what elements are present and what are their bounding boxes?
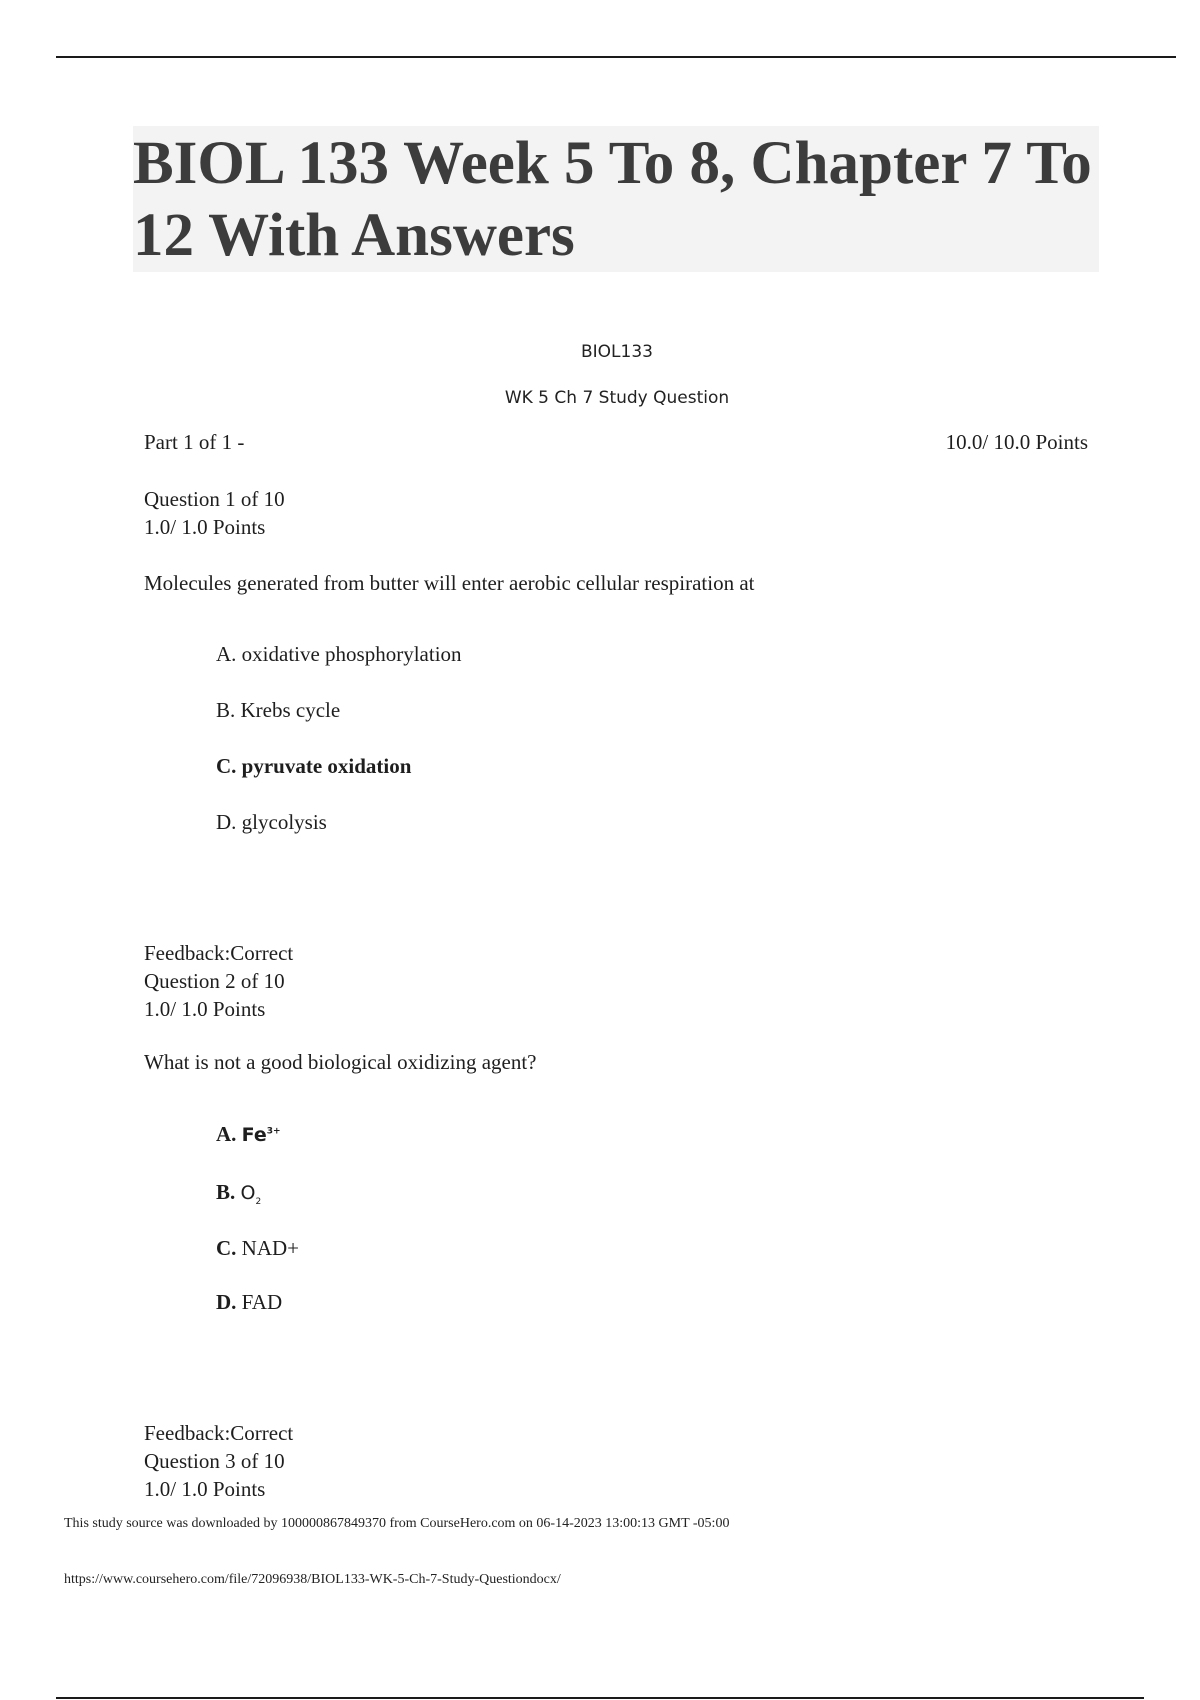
question-number: Question 1 of 10 <box>144 487 285 511</box>
answer-option: B. Krebs cycle <box>216 698 341 722</box>
superscript: 3+ <box>266 1126 281 1137</box>
question-1-text: Molecules generated from butter will enter aerobic cellular respiration at <box>144 571 755 595</box>
answer-option <box>216 1236 299 1261</box>
answer-option <box>216 1290 282 1315</box>
option-text: $Fe^{3+}$ <box>241 1124 281 1146</box>
question-feedback: Feedback:Correct <box>144 1421 294 1445</box>
top-rule <box>56 56 1176 58</box>
bottom-rule <box>56 1697 1144 1699</box>
selected-answer-option: C. pyruvate oxidation <box>216 754 412 778</box>
question-3-header <box>144 1419 293 1503</box>
question-points: 1.0/ 1.0 Points <box>144 1477 266 1501</box>
option-letter: D. <box>216 1290 237 1314</box>
part-label: Part 1 of 1 - <box>144 430 245 454</box>
question-points: 1.0/ 1.0 Points <box>144 997 266 1021</box>
option-letter: C. <box>216 1236 237 1260</box>
option-text: FAD <box>241 1290 283 1314</box>
option-text: $O_2$ <box>240 1182 262 1207</box>
subscript: 2 <box>255 1196 262 1207</box>
download-note: This study source was downloaded by 100000867849370 from CourseHero.com on 06-14-2023 13:00:13 GMT -05:00 <box>64 1516 730 1531</box>
document-title: BIOL 133 Week 5 To 8, Chapter 7 To 12 With Answers <box>133 130 1092 269</box>
course-code: BIOL133 <box>581 342 653 362</box>
question-feedback: Feedback:Correct <box>144 941 294 965</box>
answer-option: D. glycolysis <box>216 810 327 834</box>
question-1-header <box>144 485 285 541</box>
question-2-text: What is not a good biological oxidizing agent? <box>144 1050 537 1074</box>
question-2-header <box>144 939 293 1023</box>
part-header <box>144 430 1088 455</box>
question-number: Question 2 of 10 <box>144 969 285 993</box>
option-letter: A. <box>216 1122 237 1146</box>
question-number: Question 3 of 10 <box>144 1449 285 1473</box>
source-url: https://www.coursehero.com/file/72096938/BIOL133-WK-5-Ch-7-Study-Questiondocx/ <box>64 1572 561 1587</box>
option-text: NAD+ <box>241 1236 300 1260</box>
answer-option <box>216 1180 261 1207</box>
part-points: 10.0/ 10.0 Points <box>945 430 1088 454</box>
quiz-name: WK 5 Ch 7 Study Question <box>504 388 730 408</box>
selected-answer-option <box>216 1122 281 1147</box>
answer-option: A. oxidative phosphorylation <box>216 642 462 666</box>
question-points: 1.0/ 1.0 Points <box>144 515 266 539</box>
option-letter: B. <box>216 1180 236 1204</box>
